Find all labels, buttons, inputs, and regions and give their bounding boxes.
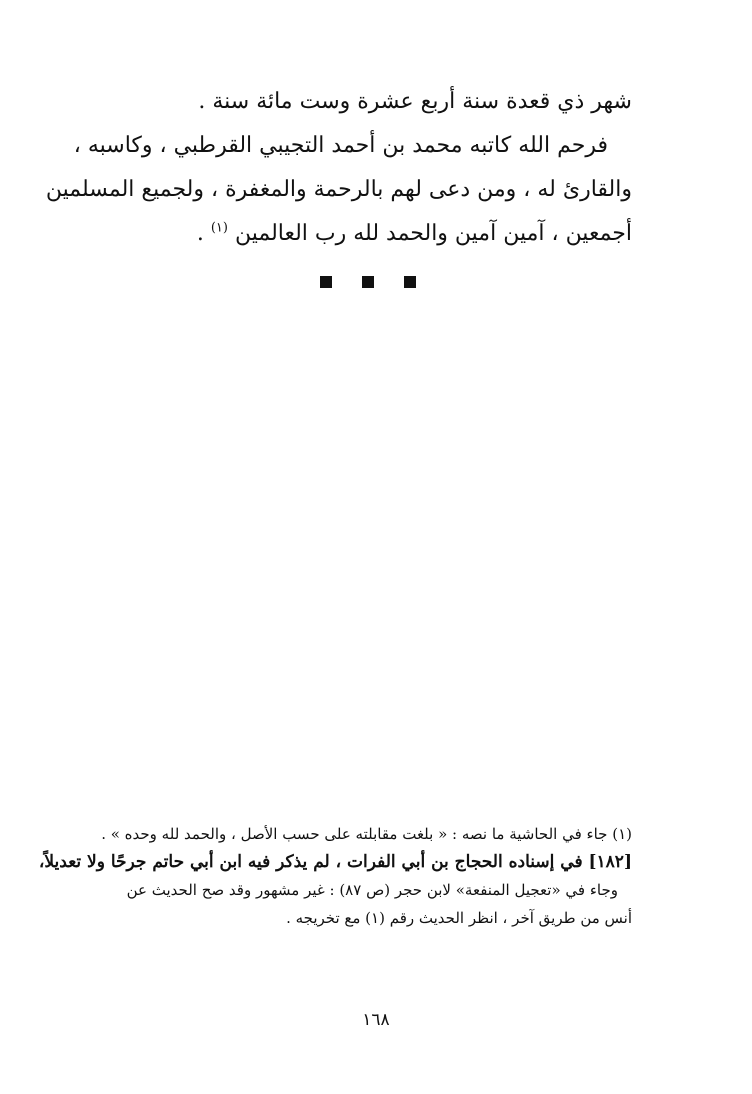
footnotes xyxy=(38,820,632,932)
text-line-4-body: أجمعين ، آمين آمين والحمد لله رب العالمين xyxy=(234,221,632,246)
hadith-note-heading: [١٨٢] في إسناده الحجاج بن أبي الفرات ، لم يذكر فيه ابن أبي حاتم جرحًا ولا تعديلاً، xyxy=(38,852,632,872)
footnote-1: (١) جاء في الحاشية ما نصه : « بلغت مقابلته على حسب الأصل ، والحمد لله وحده » . xyxy=(101,825,632,843)
text-line-4 xyxy=(84,212,632,256)
footnote-reference[interactable]: (١) xyxy=(210,220,228,236)
separator-square xyxy=(320,276,332,288)
page-number: ١٦٨ xyxy=(362,1010,390,1030)
separator-square xyxy=(404,276,416,288)
hadith-note-line: أنس من طريق آخر ، انظر الحديث رقم (١) مع تخريجه . xyxy=(286,909,632,927)
section-separator xyxy=(320,276,416,290)
text-line-3: والقارئ له ، ومن دعى لهم بالرحمة والمغفرة ، ولجميع المسلمين xyxy=(45,177,632,202)
main-text xyxy=(45,80,632,256)
text-line-1: شهر ذي قعدة سنة أربع عشرة وست مائة سنة . xyxy=(198,89,632,114)
text-line-4-end: . xyxy=(196,221,211,246)
text-line-2: فرحم الله كاتبه محمد بن أحمد التجيبي القرطبي ، وكاسبه ، xyxy=(73,133,608,158)
separator-square xyxy=(362,276,374,288)
hadith-note-line: وجاء في «تعجيل المنفعة» لابن حجر (ص ٨٧) : غير مشهور وقد صح الحديث عن xyxy=(126,881,618,899)
